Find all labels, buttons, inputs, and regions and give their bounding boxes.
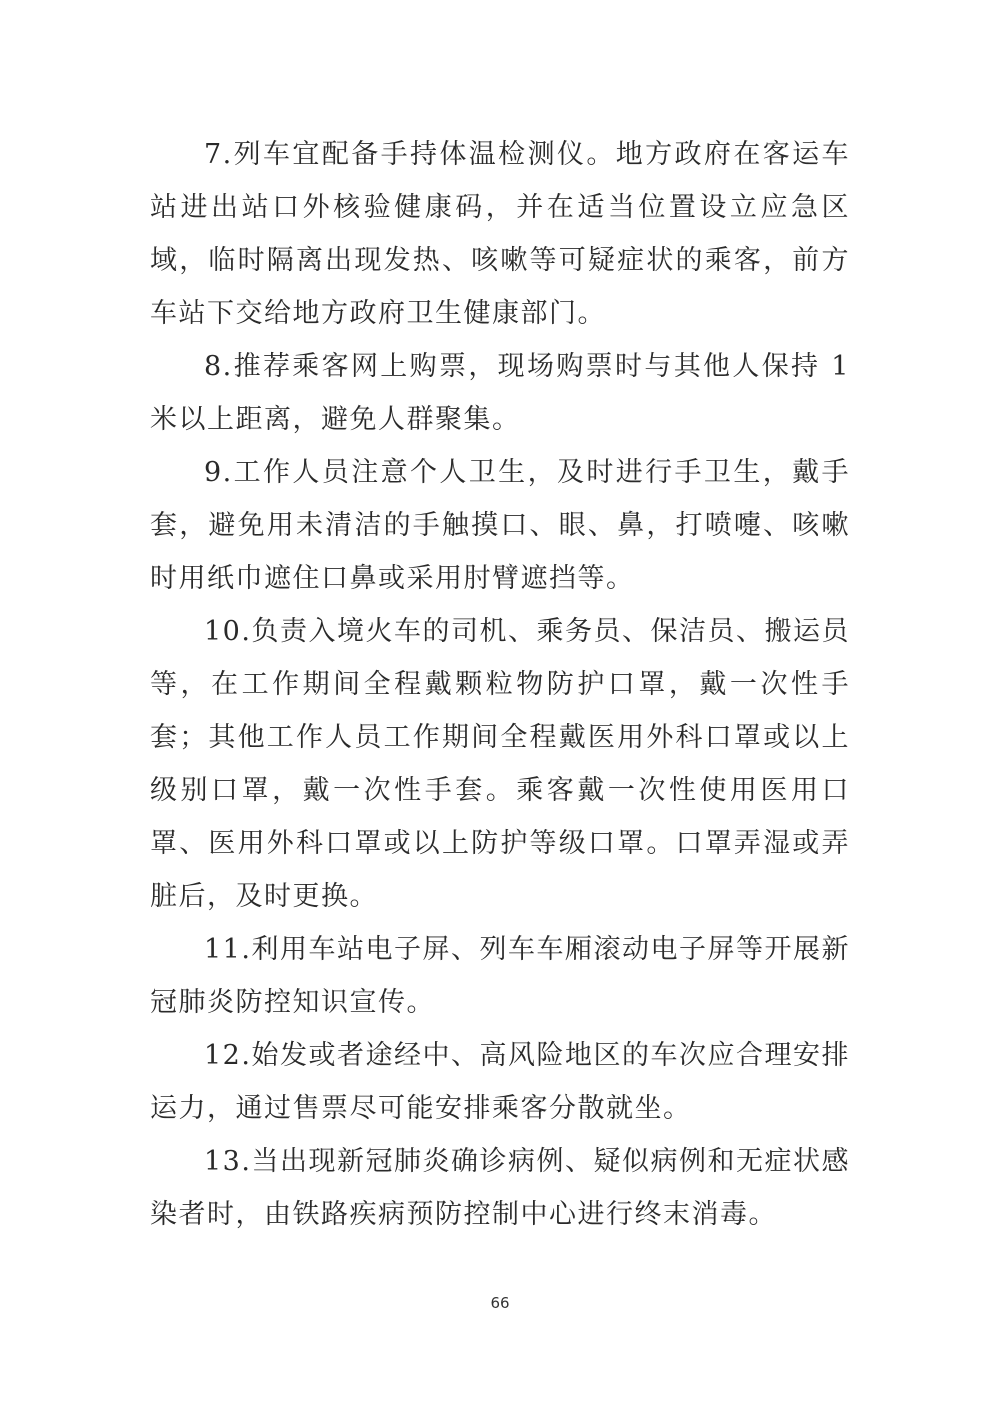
paragraph-item-13: 13.当出现新冠肺炎确诊病例、疑似病例和无症状感染者时，由铁路疾病预防控制中心进行终末消毒。 (150, 1146, 850, 1230)
paragraph-item-9: 9.工作人员注意个人卫生，及时进行手卫生，戴手套，避免用未清洁的手触摸口、眼、鼻，打喷嚏、咳嗽时用纸巾遮住口鼻或采用肘臂遮挡等。 (150, 457, 850, 594)
body-text (150, 128, 850, 1241)
paragraph-item-11: 11.利用车站电子屏、列车车厢滚动电子屏等开展新冠肺炎防控知识宣传。 (150, 934, 850, 1018)
page-number: 66 (490, 1294, 510, 1312)
paragraph-item-12: 12.始发或者途经中、高风险地区的车次应合理安排运力，通过售票尽可能安排乘客分散就坐。 (150, 1040, 850, 1124)
paragraph-item-7: 7.列车宜配备手持体温检测仪。地方政府在客运车站进出站口外核验健康码，并在适当位置设立应急区域，临时隔离出现发热、咳嗽等可疑症状的乘客，前方车站下交给地方政府卫生健康部门。 (150, 139, 850, 329)
paragraph-item-10: 10.负责入境火车的司机、乘务员、保洁员、搬运员等，在工作期间全程戴颗粒物防护口罩，戴一次性手套；其他工作人员工作期间全程戴医用外科口罩或以上级别口罩，戴一次性手套。乘客戴一次性使用医用口罩、医用外科口罩或以上防护等级口罩。口罩弄湿或弄脏后，及时更换。 (150, 616, 850, 912)
paragraph-item-8: 8.推荐乘客网上购票，现场购票时与其他人保持 1 米以上距离，避免人群聚集。 (150, 351, 850, 435)
